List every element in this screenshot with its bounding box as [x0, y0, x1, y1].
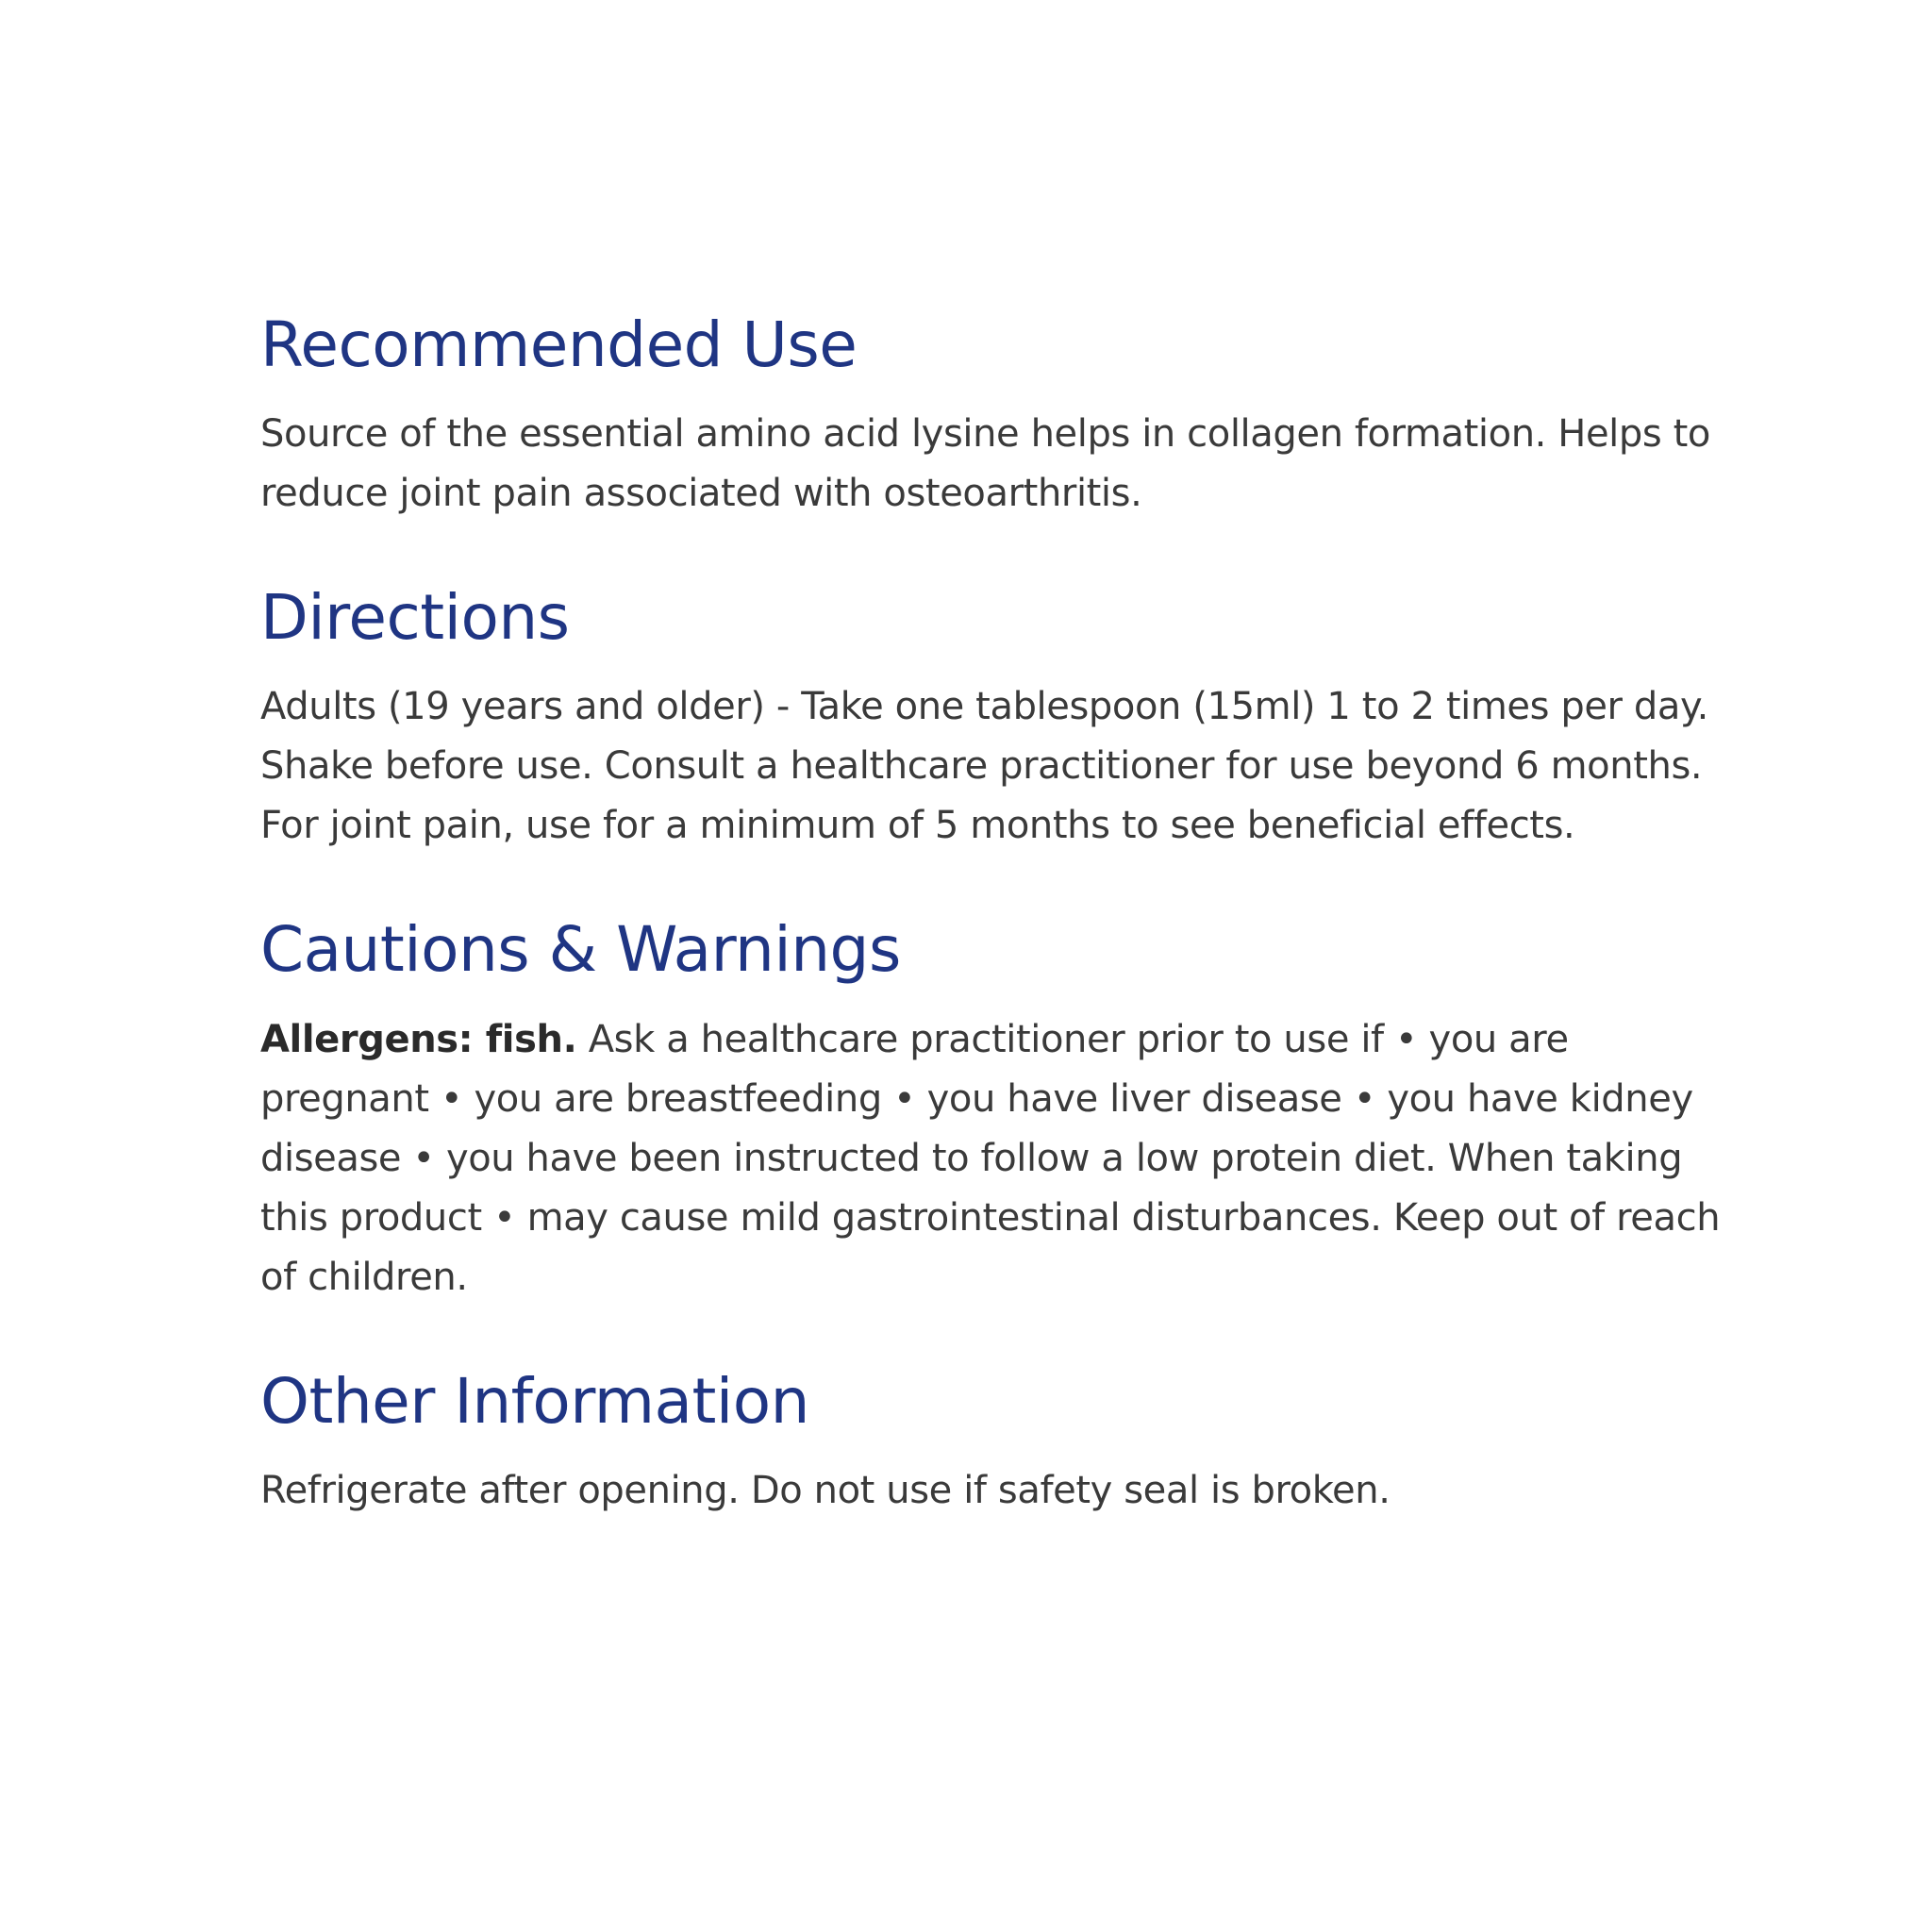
recommended-use-text: Source of the essential amino acid lysine helps in collagen formation. Helps to reduce joint pain associated with osteoarthritis. — [260, 412, 1710, 516]
cautions-warnings-heading: Cautions & Warnings — [260, 913, 901, 987]
directions-heading: Directions — [260, 581, 570, 655]
product-info-panel — [260, 308, 1723, 1521]
other-information-section — [260, 1364, 1723, 1521]
recommended-use-section — [260, 308, 1723, 524]
cautions-warnings-section — [260, 912, 1723, 1307]
cautions-warnings-text — [260, 1010, 1723, 1307]
other-information-text: Refrigerate after opening. Do not use if safety seal is broken. — [260, 1468, 1391, 1512]
recommended-use-heading: Recommended Use — [260, 308, 858, 381]
other-information-heading: Other Information — [260, 1364, 809, 1438]
directions-text: Adults (19 years and older) - Take one tablespoon (15ml) 1 to 2 times per day. Shake before use. Consult a healthcare practitioner for use beyond 6 months. For joint pain, use for a minimum of 5 months to see beneficial effects. — [260, 685, 1708, 848]
directions-section — [260, 580, 1723, 856]
allergens-label: Allergens: fish. — [260, 1017, 577, 1061]
cautions-warnings-body: Ask a healthcare practitioner prior to use if • you are pregnant • you are breastfeeding • you have liver disease • you have kidney disease • you have been instructed to follow a low protein diet. When taking this product • may cause mild gastrointestinal disturbances. Keep out of reach of children. — [260, 1017, 1721, 1299]
